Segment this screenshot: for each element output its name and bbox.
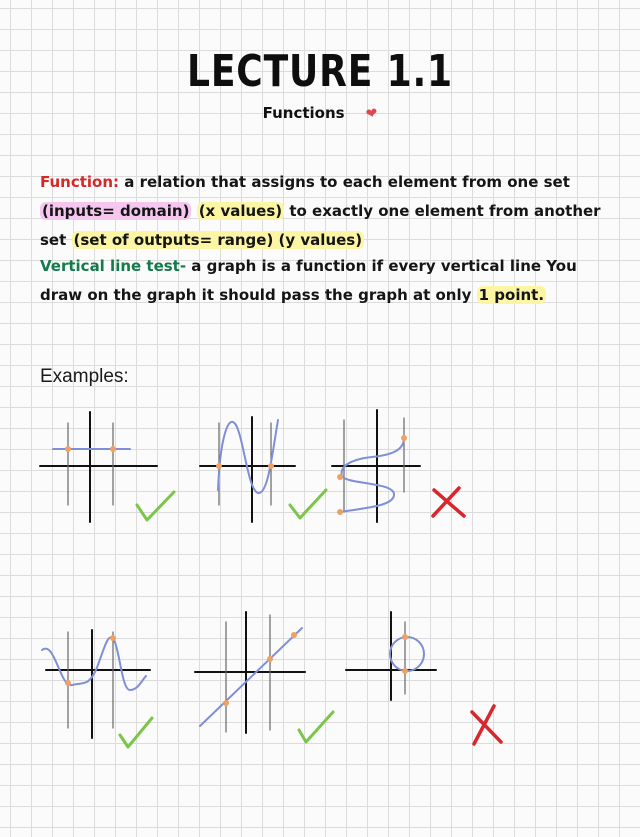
one-point-highlight: 1 point. bbox=[478, 286, 545, 304]
x-values-highlight: (x values) bbox=[198, 202, 283, 220]
example-4-graph bbox=[42, 630, 150, 738]
example-6-graph bbox=[346, 612, 436, 700]
example-3-cross-icon bbox=[433, 488, 464, 516]
example-2-graph bbox=[200, 417, 295, 522]
example-6-cross-icon bbox=[472, 706, 501, 744]
examples-label: Examples: bbox=[40, 366, 129, 387]
function-text-1: a relation that assigns to each element from one set bbox=[119, 173, 570, 191]
example-5-graph bbox=[195, 612, 305, 733]
vertical-line-test-text: a graph is a function if every vertical line You draw on the graph it should pass the graph at only bbox=[40, 257, 577, 304]
heart-icon: ❤ bbox=[364, 105, 379, 123]
page-subtitle: Functions bbox=[262, 104, 345, 122]
example-3-graph bbox=[332, 410, 420, 522]
page-title: LECTURE 1.1 bbox=[187, 46, 453, 97]
vertical-line-test-term: Vertical line test- bbox=[40, 257, 187, 275]
example-1-graph bbox=[40, 412, 157, 522]
function-text-2: to exactly one element from another set bbox=[40, 202, 601, 249]
example-1-check-icon bbox=[137, 492, 174, 520]
function-term: Function: bbox=[40, 173, 120, 191]
example-4-check-icon bbox=[120, 718, 152, 747]
example-5-check-icon bbox=[299, 712, 333, 742]
example-2-check-icon bbox=[290, 490, 326, 518]
domain-highlight: (inputs= domain) bbox=[42, 202, 190, 220]
range-highlight: (set of outputs= range) (y values) bbox=[73, 231, 363, 249]
